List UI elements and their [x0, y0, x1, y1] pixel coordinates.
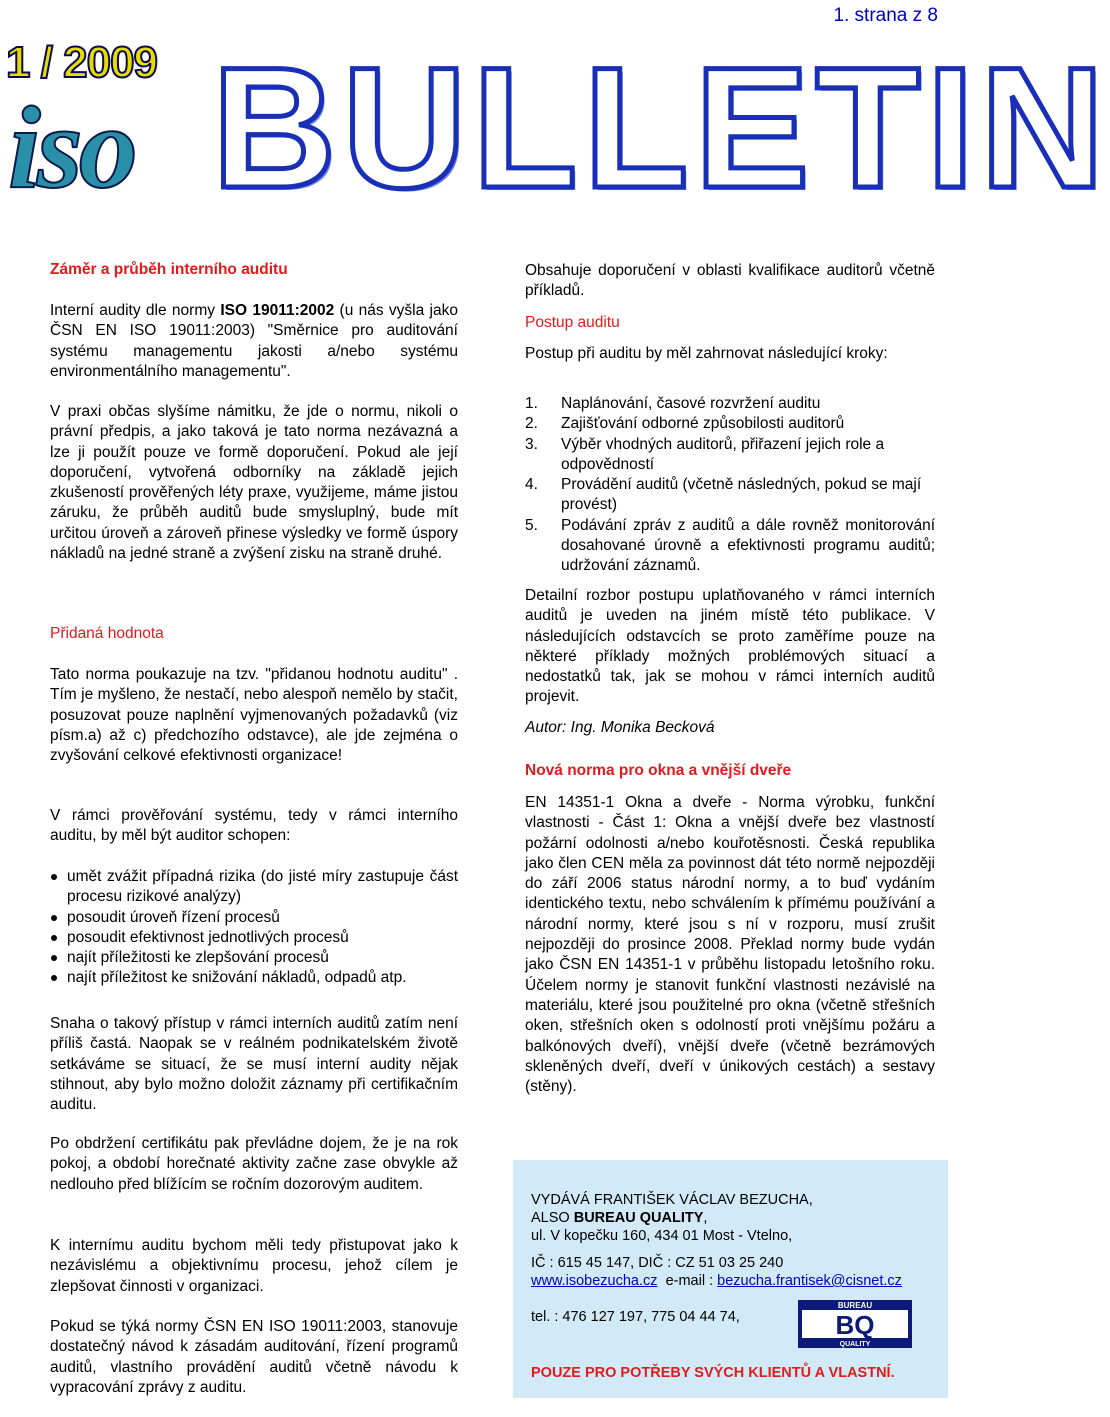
paragraph-certificate: Po obdržení certifikátu pak převládne dojem, že je na rok pokoj, a období horečnaté aktivity začne zase obvykle až nedlouho před blížícím se ročním dozorovým auditem. [50, 1135, 458, 1193]
iso-logo: iso [8, 82, 134, 213]
auditor-skills-list [50, 867, 458, 989]
paragraph-auditor-able: V rámci prověřování systému, tedy v rámci interního auditu, by měl být auditor schopen: [50, 807, 458, 845]
publisher-ids: IČ : 615 45 147, DIČ : CZ 51 03 25 240 [531, 1255, 784, 1271]
paragraph-detail: Detailní rozbor postupu uplatňovaného v rámci interních auditů je uveden na jiném místě této publikace. V následujících odstavcích se proto zaměříme pouze na některé příklady možných problémových situací a nedostatků tak, jak se mohou v rámci interních auditů projevit. [525, 587, 935, 706]
publisher-phone: tel. : 476 127 197, 775 04 44 74, [531, 1309, 740, 1325]
notice-text: POUZE PRO POTŘEBY SVÝCH KLIENTŮ A VLASTNÍ. [531, 1365, 895, 1381]
publisher-contacts: www.isobezucha.cz e-mail : bezucha.frantisek@cisnet.cz [531, 1273, 902, 1289]
paragraph-practice: V praxi občas slyšíme námitku, že jde o normu, nikoli o právní předpis, a jako taková je tato norma nezávazná a lze ji použít pouze ve formě doporučení. Pokud ale její doporučení, vytvořená odborníky na základě jejich zkušeností prověřených léty praxe, využijeme, máme jistou záruku, že průběh auditů bude smysluplný, bude mít určitou úroveň a zároveň přinese výsledky ve formě úspory nákladů na jedné straně a zvýšení zisku na straně druhé. [50, 403, 458, 563]
publisher-box [513, 1160, 948, 1398]
paragraph-procedure: Postup při auditu by měl zahrnovat následující kroky: [525, 345, 888, 362]
publisher-also: ALSO BUREAU QUALITY, [531, 1210, 708, 1226]
publisher-address: ul. V kopečku 160, 434 01 Most - Vtelno, [531, 1228, 793, 1244]
procedure-steps-list [525, 394, 935, 577]
bureau-quality-logo [798, 1300, 912, 1348]
section-heading-windows: Nová norma pro okna a vnější dveře [525, 762, 792, 779]
paragraph-added-value: Tato norma poukazuje na tzv. "přidanou hodnotu auditu" . Tím je myšleno, že nestačí, nebo alespoň nemělo by stačit, posuzovat pouze naplnění vyjmenovaných požadavků (viz písm.a) až c) předchozího odstavce), ale jde zejména o zvyšování celkové efektivnosti organizace! [50, 666, 458, 765]
author-line: Autor: Ing. Monika Becková [525, 719, 715, 736]
section-heading-audit: Záměr a průběh interního auditu [50, 261, 288, 278]
logo-mid-text: BQ [835, 1310, 875, 1340]
email-link[interactable]: bezucha.frantisek@cisnet.cz [717, 1273, 902, 1289]
list-item: najít příležitost ke snižování nákladů, odpadů atp. [50, 968, 458, 988]
section-heading-procedure: Postup auditu [525, 314, 620, 331]
paragraph-standard: Pokud se týká normy ČSN EN ISO 19011:2003, stanovuje dostatečný návod k zásadám auditování, řízení programů auditů, vlastního provádění auditů včetně návodu k vypracování zprávy z auditu. [50, 1318, 458, 1396]
paragraph-windows: EN 14351-1 Okna a dveře - Norma výrobku, funkční vlastnosti - Část 1: Okna a vnější dveře bez vlastností požární odolnosti a/nebo kouřotěsnosti. Česká republika jako člen CEN měla za povinnost dát této normě nejpozději do září 2006 status národní normy, a to buď vydáním identického textu, nebo schválením k přímému používání a národní normy, které jsou s ní v rozporu, musí zrušit nejpozději do prosince 2008. Překlad normy bude vydán jako ČSN EN 14351-1 v průběhu listopadu letošního roku. Účelem normy je stanovit funkční vlastnosti nezávislé na materiálu, které jsou použitelné pro okna (včetně střešních oken, střešních oken s odolností proti vnějšímu požáru a balkónových dveří), vnější dveře (včetně bezrámových skleněných dveří, dveří v únikových cestách) a sestavy (stěny). [525, 794, 935, 1096]
list-item: posoudit efektivnost jednotlivých procesů [50, 928, 458, 948]
paragraph-approach: Snaha o takový přístup v rámci interních auditů zatím není příliš častá. Naopak se v reálném podnikatelském životě setkáváme se situací, že se musí interní audity nějak stihnout, aby bylo možno doložit záznamy při certifikačním auditu. [50, 1015, 458, 1114]
list-item: 4. Provádění auditů (včetně následných, pokud se mají provést) [525, 476, 922, 514]
website-link[interactable]: www.isobezucha.cz [531, 1273, 658, 1289]
list-item: 5. Podávání zpráv z auditů a dále rovněž monitorování dosahované úrovně a efektivnosti programu auditů; udržování záznamů. [525, 516, 935, 575]
section-heading-added-value: Přidaná hodnota [50, 625, 164, 642]
paragraph-independent: K internímu auditu bychom měli tedy přistupovat jako k nezávislému a objektivnímu procesu, jehož cílem je zlepšovat činnosti v organizaci. [50, 1237, 458, 1295]
list-item: 2. Zajišťování odborné způsobilosti auditorů [525, 415, 845, 433]
issue-number: 1 / 2009 [6, 38, 158, 87]
list-item: posoudit úroveň řízení procesů [50, 908, 458, 928]
masthead [0, 0, 1110, 230]
paragraph-qualification: Obsahuje doporučení v oblasti kvalifikace auditorů včetně příkladů. [525, 262, 935, 300]
list-item: najít příležitosti ke zlepšování procesů [50, 948, 458, 968]
bulletin-title: BULLETIN [212, 32, 1110, 224]
page-number: 1. strana z 8 [833, 5, 938, 26]
logo-top-text: BUREAU [837, 1301, 873, 1310]
paragraph-intro: Interní audity dle normy ISO 19011:2002 (u nás vyšla jako ČSN EN ISO 19011:2003) "Směrnice pro auditování systému managementu jakosti a/nebo systému environmentálního managementu". [50, 302, 458, 380]
list-item: 3. Výběr vhodných auditorů, přiřazení jejich role a odpovědností [525, 435, 885, 473]
list-item: 1. Naplánování, časové rozvržení auditu [525, 395, 821, 412]
publisher-name: VYDÁVÁ FRANTIŠEK VÁCLAV BEZUCHA, [531, 1192, 813, 1208]
logo-bottom-text: QUALITY [839, 1341, 871, 1348]
list-item: umět zvážit případná rizika (do jisté míry zastupuje část procesu rizikové analýzy) [50, 867, 458, 908]
